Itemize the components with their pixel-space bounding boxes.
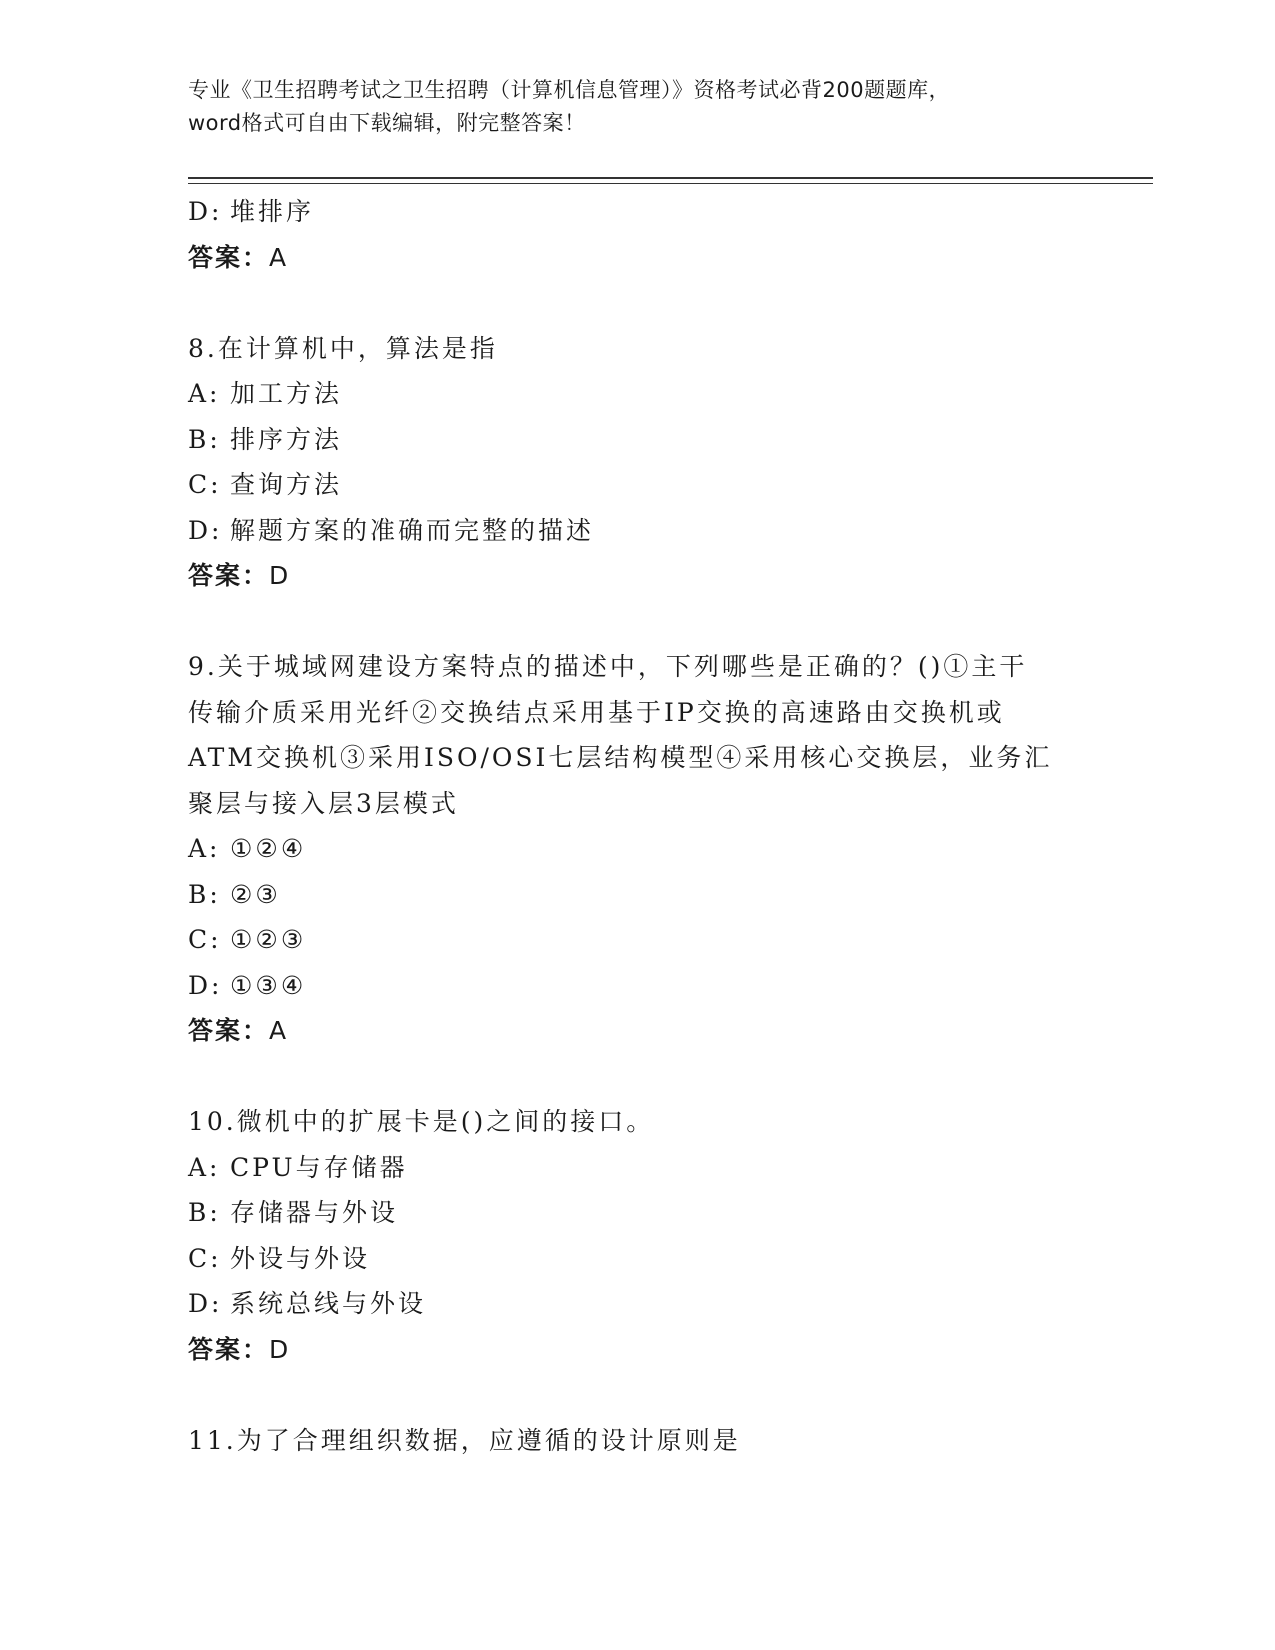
option-d (188, 189, 1088, 235)
question-stem: 8.在计算机中，算法是指 (188, 333, 498, 363)
option-b (188, 872, 1088, 918)
option-text: 系统总线与外设 (230, 1289, 427, 1318)
answer-value: A (269, 242, 289, 272)
question-stem-line: 9.关于城域网建设方案特点的描述中，下列哪些是正确的？()①主干 (188, 652, 1028, 681)
option-key: D: (188, 1289, 223, 1318)
header-title-line-1: 专业《卫生招聘考试之卫生招聘（计算机信息管理）》资格考试必背200题题库， (188, 78, 951, 102)
option-text: 堆排序 (230, 197, 315, 226)
question-stem-line: ATM交换机③采用ISO/OSI七层结构模型④采用核心交换层，业务汇 (188, 743, 1053, 772)
option-a (188, 1145, 1088, 1191)
question-stem: 10.微机中的扩展卡是()之间的接口。 (188, 1107, 655, 1136)
option-key: D: (188, 197, 223, 226)
option-b (188, 417, 1088, 463)
spacer (188, 280, 1088, 326)
option-d (188, 1281, 1088, 1327)
option-text: 存储器与外设 (230, 1198, 399, 1227)
answer-value: D (269, 561, 291, 590)
spacer (188, 1372, 1088, 1418)
option-c (188, 1236, 1088, 1282)
option-key: C: (188, 925, 222, 954)
option-key: A: (188, 834, 221, 863)
header-divider-thin (188, 183, 1153, 184)
option-text: 外设与外设 (230, 1243, 371, 1273)
option-d (188, 963, 1088, 1009)
option-text: 加工方法 (230, 379, 343, 408)
option-key: D: (188, 515, 223, 545)
answer-value: A (269, 1016, 289, 1045)
option-key: B: (188, 879, 221, 909)
spacer (188, 599, 1088, 645)
option-key: C: (188, 470, 222, 499)
question-stem-line: 聚层与接入层3层模式 (188, 788, 459, 818)
answer-label: 答案： (188, 242, 270, 272)
page-header (188, 74, 1088, 140)
question-stem: 11.为了合理组织数据，应遵循的设计原则是 (188, 1425, 741, 1455)
option-text: ②③ (230, 879, 281, 909)
answer-line (188, 1008, 1088, 1054)
option-key: B: (188, 1198, 221, 1227)
answer-line (188, 235, 1088, 281)
header-title-line-2: word格式可自由下载编辑，附完整答案！ (188, 111, 586, 135)
header-divider-thick (188, 177, 1153, 179)
option-key: C: (188, 1243, 222, 1273)
question-stem-line: 传输介质采用光纤②交换结点采用基于IP交换的高速路由交换机或 (188, 697, 1005, 727)
option-c (188, 917, 1088, 963)
option-key: A: (188, 379, 221, 408)
option-c (188, 462, 1088, 508)
spacer (188, 1054, 1088, 1100)
option-text: ①③④ (230, 970, 307, 1000)
option-d (188, 508, 1088, 554)
option-key: B: (188, 424, 221, 454)
option-b (188, 1190, 1088, 1236)
option-text: ①②③ (230, 925, 307, 954)
option-text: 排序方法 (230, 424, 343, 454)
option-text: 解题方案的准确而完整的描述 (230, 515, 595, 545)
answer-label: 答案： (188, 561, 270, 590)
answer-line (188, 1327, 1088, 1373)
option-text: CPU与存储器 (230, 1152, 408, 1182)
option-a (188, 371, 1088, 417)
document-body (188, 189, 1088, 1463)
answer-value: D (269, 1334, 291, 1364)
answer-label: 答案： (188, 1334, 270, 1364)
option-text: ①②④ (230, 834, 307, 863)
option-text: 查询方法 (230, 470, 343, 499)
answer-line (188, 553, 1088, 599)
answer-label: 答案： (188, 1016, 270, 1045)
option-key: A: (188, 1152, 221, 1182)
option-key: D: (188, 970, 223, 1000)
option-a (188, 826, 1088, 872)
